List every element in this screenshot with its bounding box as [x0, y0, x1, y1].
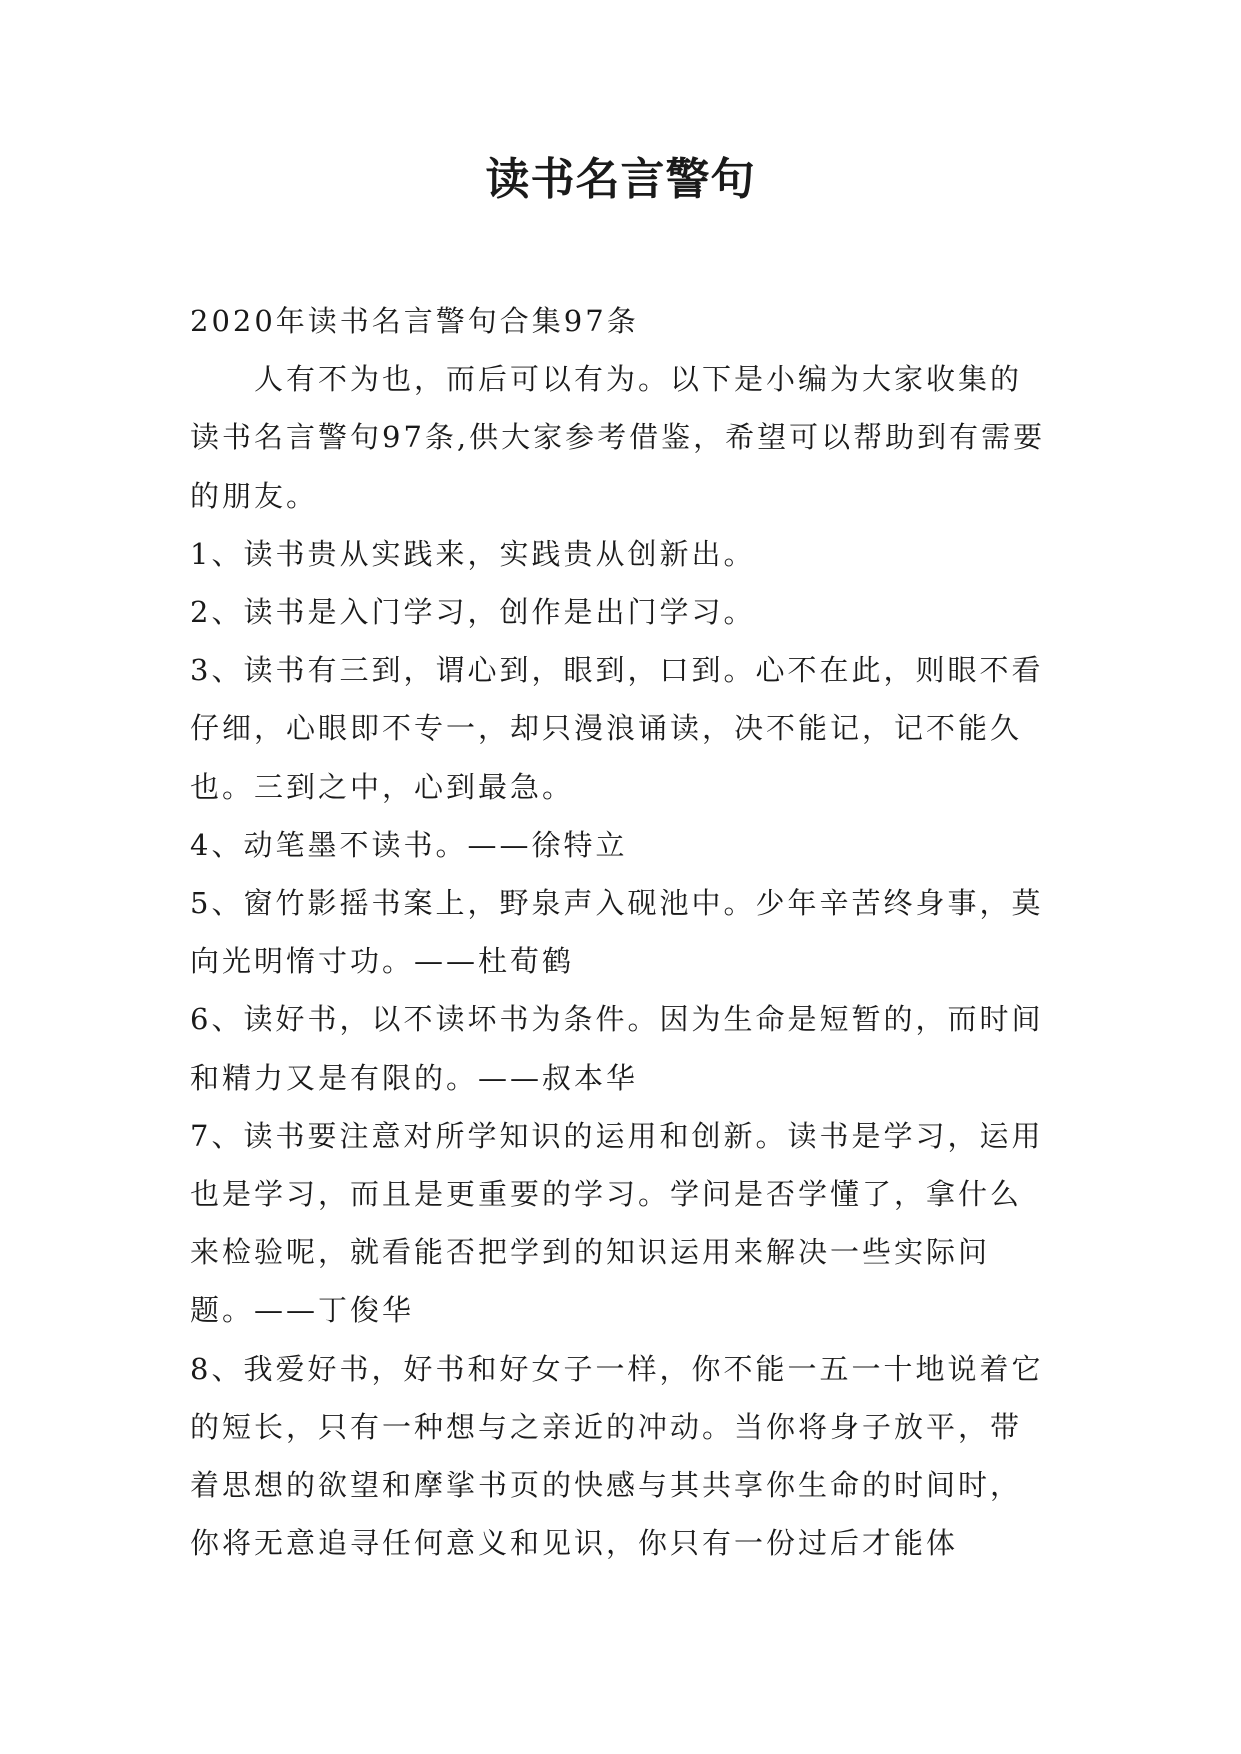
quote-item: 6、读好书，以不读坏书为条件。因为生命是短暂的，而时间和精力又是有限的。——叔本华 — [190, 1002, 1044, 1095]
intro-paragraph: 人有不为也，而后可以有为。以下是小编为大家收集的读书名言警句97条,供大家参考借鉴，希望可以帮助到有需要的朋友。 — [190, 362, 1046, 513]
quote-item: 5、窗竹影摇书案上，野泉声入砚池中。少年辛苦终身事，莫向光明惰寸功。——杜荀鹤 — [190, 886, 1044, 979]
document-subtitle: 2020年读书名言警句合集97条 — [190, 304, 639, 338]
quote-item: 4、动笔墨不读书。——徐特立 — [190, 827, 628, 862]
quote-item: 2、读书是入门学习，创作是出门学习。 — [190, 595, 756, 630]
quote-item: 1、读书贵从实践来，实践贵从创新出。 — [190, 536, 756, 571]
document-body — [190, 292, 1050, 1572]
quote-item: 8、我爱好书，好书和好女子一样，你不能一五一十地说着它的短长，只有一种想与之亲近的冲动。当你将身子放平，带着思想的欲望和摩挲书页的快感与其共享你生命的时间时，你将无意追寻任何意义和见识，你只有一份过后才能体 — [190, 1351, 1044, 1561]
quote-item: 3、读书有三到，谓心到，眼到，口到。心不在此，则眼不看仔细，心眼即不专一，却只漫浪诵读，决不能记，记不能久也。三到之中，心到最急。 — [190, 653, 1044, 804]
quote-item: 7、读书要注意对所学知识的运用和创新。读书是学习，运用也是学习，而且是更重要的学习。学问是否学懂了，拿什么来检验呢，就看能否把学到的知识运用来解决一些实际问题。——丁俊华 — [190, 1118, 1044, 1328]
document-title: 读书名言警句 — [485, 154, 756, 205]
